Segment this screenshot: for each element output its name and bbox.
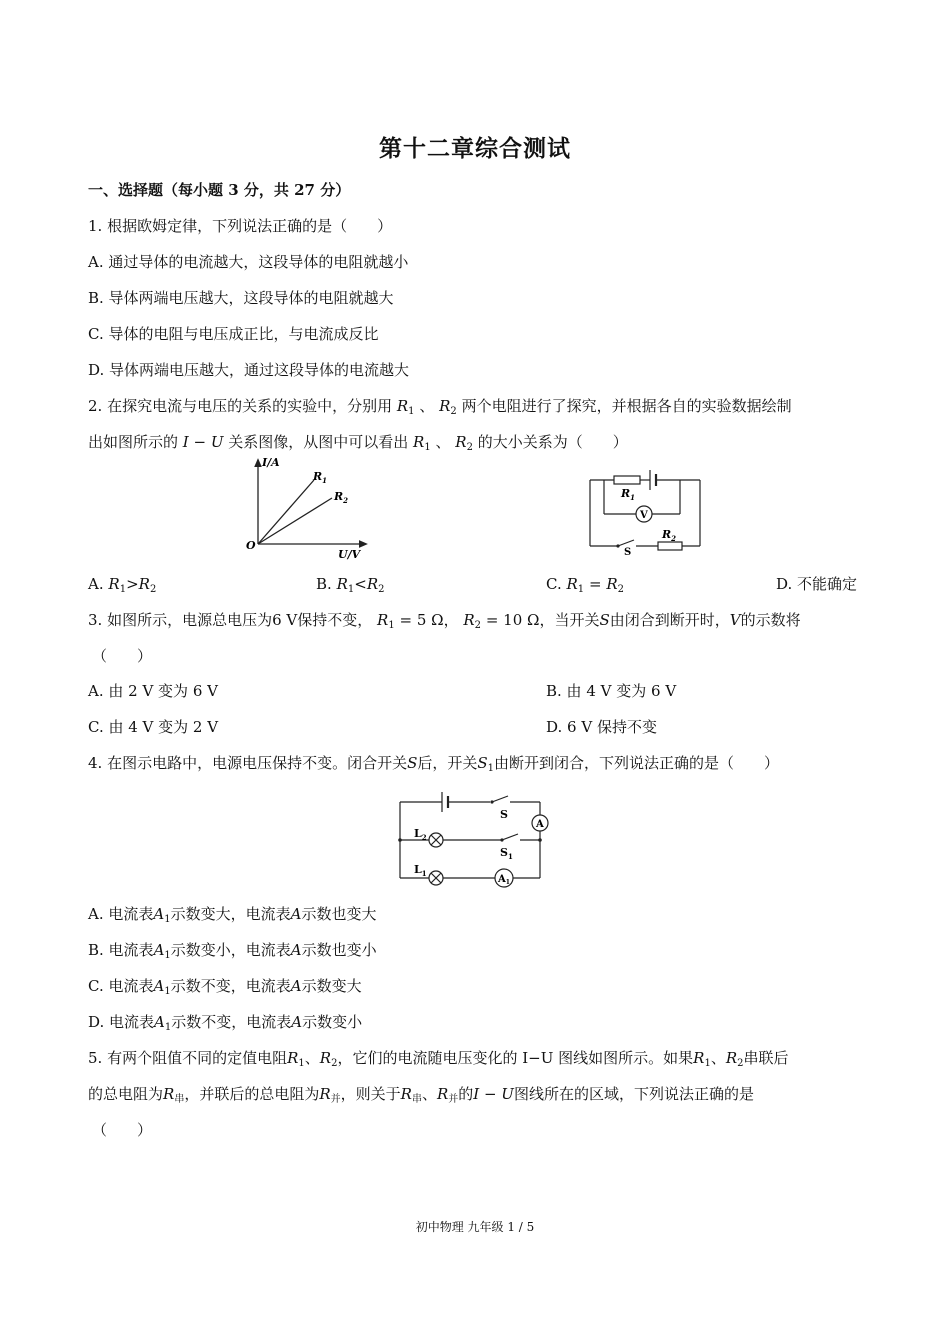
switch-s-label: S <box>624 547 632 556</box>
voltmeter-label: V <box>640 510 648 521</box>
q3-stem-line2: （ ） <box>92 647 153 665</box>
q5-stem-line1: 5. 有两个阻值不同的定值电阻$R_1$、$R_2$，它们的电流随电压变化的 I−U 图线如图所示。如果$R_1$、$R_2$串联后 <box>88 1049 789 1069</box>
resistor-r2 <box>658 542 682 550</box>
q4-stem: 4. 在图示电路中，电源电压保持不变。闭合开关S后，开关$S_1$由断开到闭合，下列说法正确的是（ ） <box>88 754 780 774</box>
x-axis-label: U/V <box>338 548 361 561</box>
r2-label: $R_2$ <box>662 528 677 543</box>
r1-label: $R_1$ <box>621 487 636 502</box>
q1-option-c: C. 导体的电阻与电压成正比，与电流成反比 <box>88 325 379 343</box>
q4-option-a: A. 电流表$A_1$示数变大，电流表A示数也变大 <box>88 905 377 925</box>
q1-option-a: A. 通过导体的电流越大，这段导体的电阻就越小 <box>88 253 409 271</box>
lamp-l1-label: $L_1$ <box>414 863 427 878</box>
q5-stem-line3: （ ） <box>92 1121 153 1139</box>
q2-stem-line1: 2. 在探究电流与电压的关系的实验中，分别用 $R_1$ 、 $R_2$ 两个电阻进行了探究，并根据各自的实验数据绘制 <box>88 397 792 417</box>
q1-stem: 1. 根据欧姆定律，下列说法正确的是（ ） <box>88 217 393 235</box>
q2-stem-line2: 出如图所示的 I − U 关系图像，从图中可以看出 $R_1$ 、 $R_2$ 的大小关系为（ ） <box>88 433 628 453</box>
q3-option-d: D. 6 V 保持不变 <box>546 718 657 736</box>
q4-option-c: C. 电流表$A_1$示数不变，电流表A示数变大 <box>88 977 362 997</box>
q2-option-d: D. 不能确定 <box>776 575 858 593</box>
q3-option-c: C. 由 4 V 变为 2 V <box>88 718 219 736</box>
origin-label: O <box>246 539 256 552</box>
lamp-l2-label: $L_2$ <box>414 827 427 842</box>
r1-line <box>258 480 314 544</box>
q5-stem-line2: 的总电阻为$R_串$，并联后的总电阻为$R_并$，则关于$R_串$、$R_并$的I − U图线所在的区域，下列说法正确的是 <box>88 1085 754 1105</box>
q4-option-d: D. 电流表$A_1$示数不变，电流表A示数变小 <box>88 1013 363 1033</box>
q3-stem-line1: 3. 如图所示，电源总电压为6 V保持不变， $R_1 = 5$ Ω， $R_2 = 10$ Ω，当开关S由闭合到断开时，V的示数将 <box>88 611 801 631</box>
page-title: 第十二章综合测试 <box>379 135 571 162</box>
r1-label: $R_1$ <box>313 470 328 485</box>
section-heading: 一、选择题（每小题 3 分，共 27 分） <box>88 181 351 199</box>
resistor-r1 <box>614 476 640 484</box>
q3-option-b: B. 由 4 V 变为 6 V <box>546 682 677 700</box>
page-footer: 初中物理 九年级 1 / 5 <box>415 1220 535 1234</box>
switch-s1-label: $S_1$ <box>500 846 513 861</box>
q2-option-a: A. $R_1>R_2$ <box>88 575 157 595</box>
circuit-figure-2 <box>392 784 556 892</box>
switch-s-label: S <box>500 808 508 821</box>
switch-s <box>618 540 634 546</box>
y-axis-label: I/A <box>262 456 280 469</box>
switch-s1 <box>502 834 518 840</box>
q1-option-b: B. 导体两端电压越大，这段导体的电阻就越大 <box>88 289 394 307</box>
ammeter-a1-label: $A_1$ <box>498 874 510 886</box>
iu-graph-figure <box>240 456 370 562</box>
ammeter-a-label: A <box>536 819 544 830</box>
q2-option-b: B. $R_1<R_2$ <box>316 575 385 595</box>
q1-option-d: D. 导体两端电压越大，通过这段导体的电流越大 <box>88 361 410 379</box>
switch-s <box>492 796 508 802</box>
circuit-figure-1 <box>584 456 706 556</box>
q4-option-b: B. 电流表$A_1$示数变小，电流表A示数也变小 <box>88 941 377 961</box>
r2-line <box>258 498 332 544</box>
r2-label: $R_2$ <box>334 490 349 505</box>
q3-option-a: A. 由 2 V 变为 6 V <box>88 682 218 700</box>
q2-option-c: C. $R_1 = R_2$ <box>546 575 624 595</box>
